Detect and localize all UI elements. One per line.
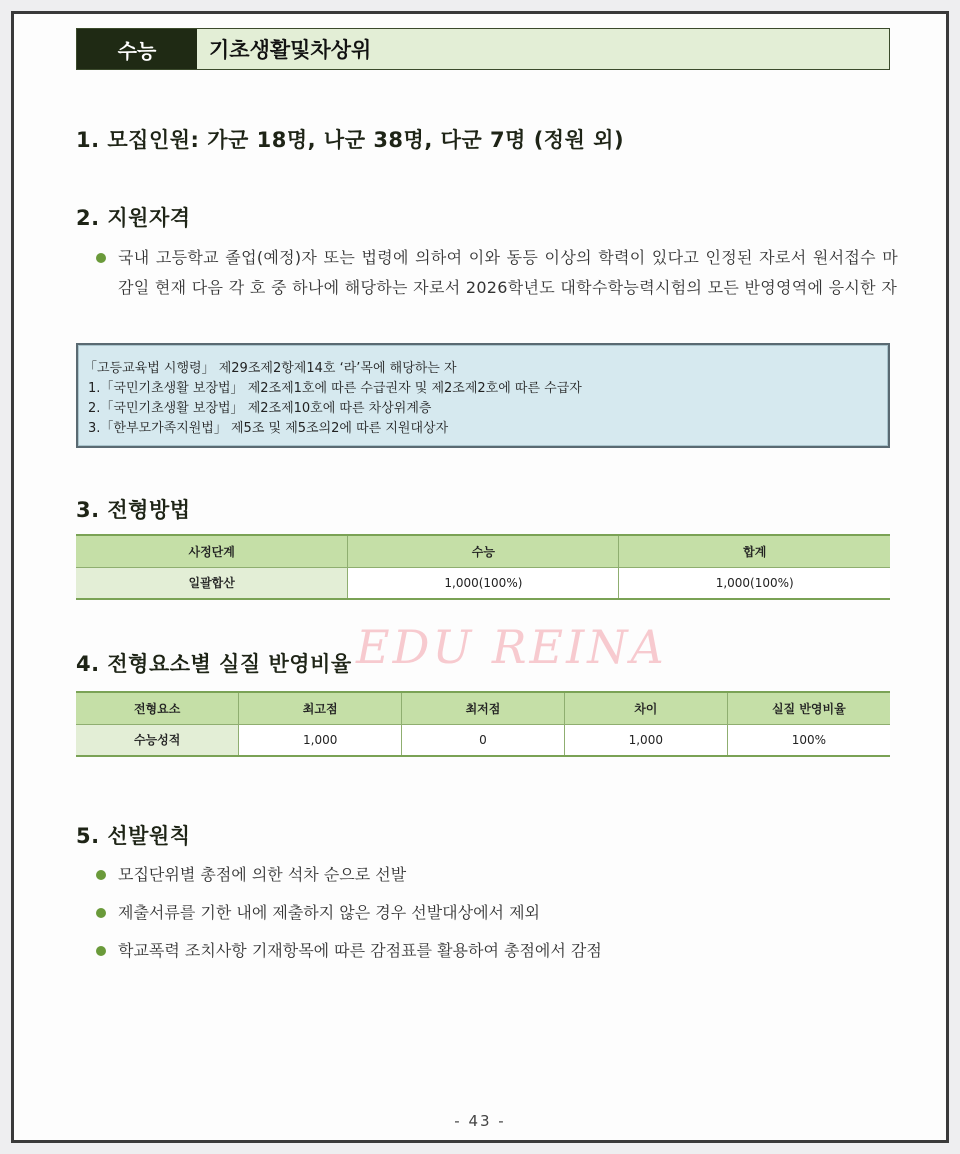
table-row (76, 567, 890, 599)
document-page (11, 11, 949, 1143)
section-3-title: 3. 전형방법 (76, 498, 191, 522)
table-header-cell: 최저점 (402, 692, 565, 724)
selection-method-table (76, 534, 890, 600)
table-header-cell: 사정단계 (76, 535, 348, 567)
law-reference-box (76, 343, 890, 448)
table-row-header: 일괄합산 (76, 567, 348, 599)
table-header-cell: 전형요소 (76, 692, 239, 724)
law-box-heading: 「고등교육법 시행령」 제29조제2항제14호 ‘라’목에 해당하는 자 (84, 361, 457, 376)
selection-principle-bullet (96, 860, 406, 890)
table-header-row (76, 535, 890, 567)
table-cell: 100% (727, 724, 890, 756)
table-header-cell: 차이 (564, 692, 727, 724)
table-row-header: 수능성적 (76, 724, 239, 756)
table-header-cell: 최고점 (239, 692, 402, 724)
table-cell: 1,000 (239, 724, 402, 756)
bullet-dot-icon (96, 253, 106, 263)
law-box-item: 3.「한부모가족지원법」 제5조 및 제5조의2에 따른 지원대상자 (88, 421, 449, 436)
law-box-item: 1.「국민기초생활 보장법」 제2조제1호에 따른 수급권자 및 제2조제2호에 따른 수급자 (88, 381, 582, 396)
reflection-ratio-table (76, 691, 890, 757)
eligibility-bullet (96, 243, 898, 303)
header-category: 수능 (77, 29, 197, 69)
section-2-title: 2. 지원자격 (76, 206, 191, 230)
table-header-row (76, 692, 890, 724)
table-header-cell: 수능 (348, 535, 619, 567)
watermark: EDU REINA (356, 620, 667, 674)
table-row (76, 724, 890, 756)
table-cell: 1,000 (564, 724, 727, 756)
section-4-title: 4. 전형요소별 실질 반영비율 (76, 652, 352, 676)
table-header-cell: 합계 (619, 535, 890, 567)
header-title: 기초생활및차상위 (209, 38, 372, 62)
section-5-title: 5. 선발원칙 (76, 824, 191, 848)
table-header-cell: 실질 반영비율 (727, 692, 890, 724)
bullet-text: 학교폭력 조치사항 기재항목에 따른 감점표를 활용하여 총점에서 감점 (118, 941, 602, 960)
eligibility-text: 국내 고등학교 졸업(예정)자 또는 법령에 의하여 이와 동등 이상의 학력이 있다고 인정된 자로서 원서접수 마감일 현재 다음 각 호 중 하나에 해당하는 자로서 2026학년도 대학수학능력시험의 모든 반영영역에 응시한 자 (118, 248, 898, 297)
page-header (76, 28, 890, 70)
section-1-title: 1. 모집인원: 가군 18명, 나군 38명, 다군 7명 (정원 외) (76, 128, 625, 152)
table-cell: 0 (402, 724, 565, 756)
table-cell: 1,000(100%) (348, 567, 619, 599)
bullet-dot-icon (96, 946, 106, 956)
bullet-text: 제출서류를 기한 내에 제출하지 않은 경우 선발대상에서 제외 (118, 903, 541, 922)
selection-principle-bullet (96, 936, 602, 966)
law-box-item: 2.「국민기초생활 보장법」 제2조제10호에 따른 차상위계층 (88, 401, 432, 416)
selection-principle-bullet (96, 898, 540, 928)
table-cell: 1,000(100%) (619, 567, 890, 599)
bullet-dot-icon (96, 870, 106, 880)
bullet-dot-icon (96, 908, 106, 918)
page-number: - 43 - (454, 1112, 506, 1130)
bullet-text: 모집단위별 총점에 의한 석차 순으로 선발 (118, 865, 407, 884)
